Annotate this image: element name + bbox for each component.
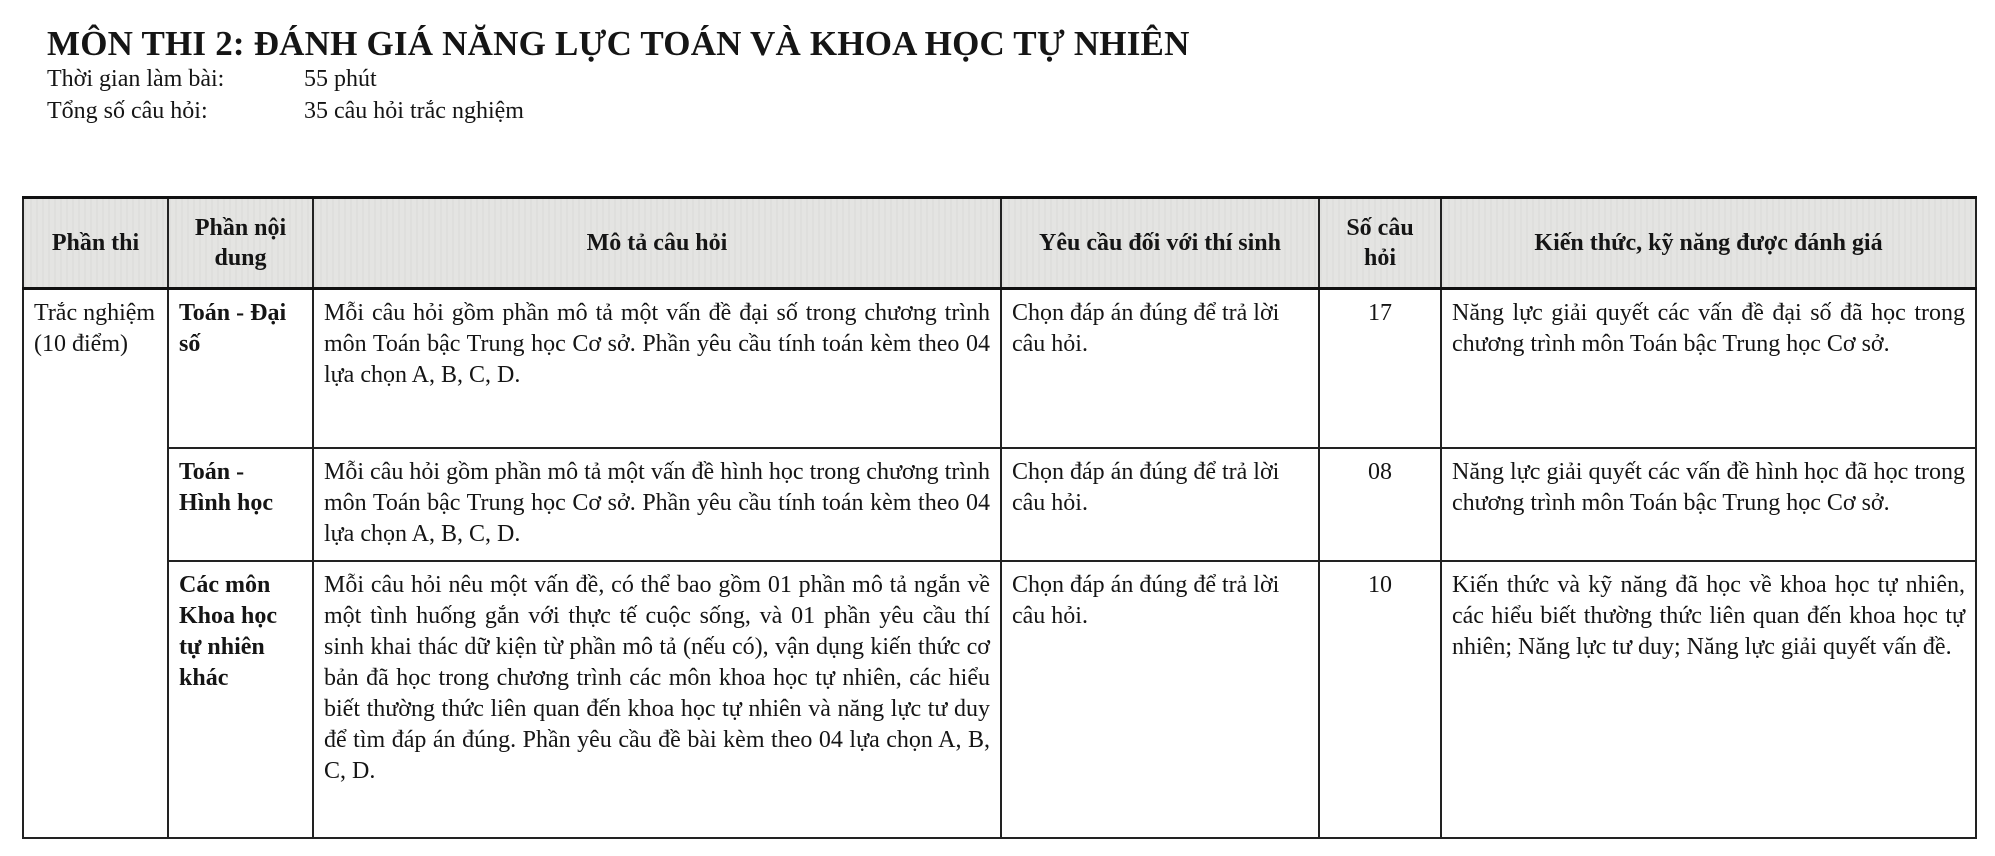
question-total-label: Tổng số câu hỏi: bbox=[47, 98, 208, 124]
knowledge-cell: Kiến thức và kỹ năng đã học về khoa học tự nhiên, các hiểu biết thường thức liên quan đến khoa học tự nhiên; Năng lực tư duy; Năng lực giải quyết vấn đề. bbox=[1441, 561, 1976, 838]
description-cell: Mỗi câu hỏi gồm phần mô tả một vấn đề đại số trong chương trình môn Toán bậc Trung học Cơ sở. Phần yêu cầu tính toán kèm theo 04 lựa chọn A, B, C, D. bbox=[313, 289, 1001, 449]
knowledge-cell: Năng lực giải quyết các vấn đề đại số đã học trong chương trình môn Toán bậc Trung học Cơ sở. bbox=[1441, 289, 1976, 449]
table-row bbox=[23, 289, 1976, 449]
col-header-content: Phần nội dung bbox=[168, 198, 313, 289]
knowledge-cell: Năng lực giải quyết các vấn đề hình học đã học trong chương trình môn Toán bậc Trung học Cơ sở. bbox=[1441, 448, 1976, 561]
exam-duration bbox=[47, 66, 377, 93]
count-cell: 10 bbox=[1319, 561, 1441, 838]
table-header-row bbox=[23, 198, 1976, 289]
section-cell: Trắc nghiệm (10 điểm) bbox=[23, 289, 168, 839]
content-cell: Toán - Đại số bbox=[168, 289, 313, 449]
table-row bbox=[23, 561, 1976, 838]
col-header-count: Số câu hỏi bbox=[1319, 198, 1441, 289]
description-cell: Mỗi câu hỏi gồm phần mô tả một vấn đề hình học trong chương trình môn Toán bậc Trung học Cơ sở. Phần yêu cầu tính toán kèm theo 04 lựa chọn A, B, C, D. bbox=[313, 448, 1001, 561]
duration-label: Thời gian làm bài: bbox=[47, 66, 225, 92]
page-title: MÔN THI 2: ĐÁNH GIÁ NĂNG LỰC TOÁN VÀ KHOA HỌC TỰ NHIÊN bbox=[47, 24, 1190, 63]
duration-value: 55 phút bbox=[304, 66, 377, 92]
requirement-cell: Chọn đáp án đúng để trả lời câu hỏi. bbox=[1001, 448, 1319, 561]
requirement-cell: Chọn đáp án đúng để trả lời câu hỏi. bbox=[1001, 289, 1319, 449]
requirement-cell: Chọn đáp án đúng để trả lời câu hỏi. bbox=[1001, 561, 1319, 838]
table-row bbox=[23, 448, 1976, 561]
content-cell: Các môn Khoa học tự nhiên khác bbox=[168, 561, 313, 838]
col-header-requirement: Yêu cầu đối với thí sinh bbox=[1001, 198, 1319, 289]
question-total bbox=[47, 98, 524, 125]
count-cell: 08 bbox=[1319, 448, 1441, 561]
content-cell: Toán - Hình học bbox=[168, 448, 313, 561]
col-header-part: Phần thi bbox=[23, 198, 168, 289]
count-cell: 17 bbox=[1319, 289, 1441, 449]
exam-spec-table bbox=[22, 196, 1977, 839]
question-total-value: 35 câu hỏi trắc nghiệm bbox=[304, 98, 524, 124]
col-header-description: Mô tả câu hỏi bbox=[313, 198, 1001, 289]
description-cell: Mỗi câu hỏi nêu một vấn đề, có thể bao gồm 01 phần mô tả ngắn về một tình huống gắn với thực tế cuộc sống, và 01 phần yêu cầu thí sinh khai thác dữ kiện từ phần mô tả (nếu có), vận dụng kiến thức cơ bản đã học trong chương trình các môn khoa học tự nhiên, các hiểu biết thường thức liên quan đến khoa học tự nhiên và năng lực tư duy để tìm đáp án đúng. Phần yêu cầu đề bài kèm theo 04 lựa chọn A, B, C, D. bbox=[313, 561, 1001, 838]
col-header-knowledge: Kiến thức, kỹ năng được đánh giá bbox=[1441, 198, 1976, 289]
